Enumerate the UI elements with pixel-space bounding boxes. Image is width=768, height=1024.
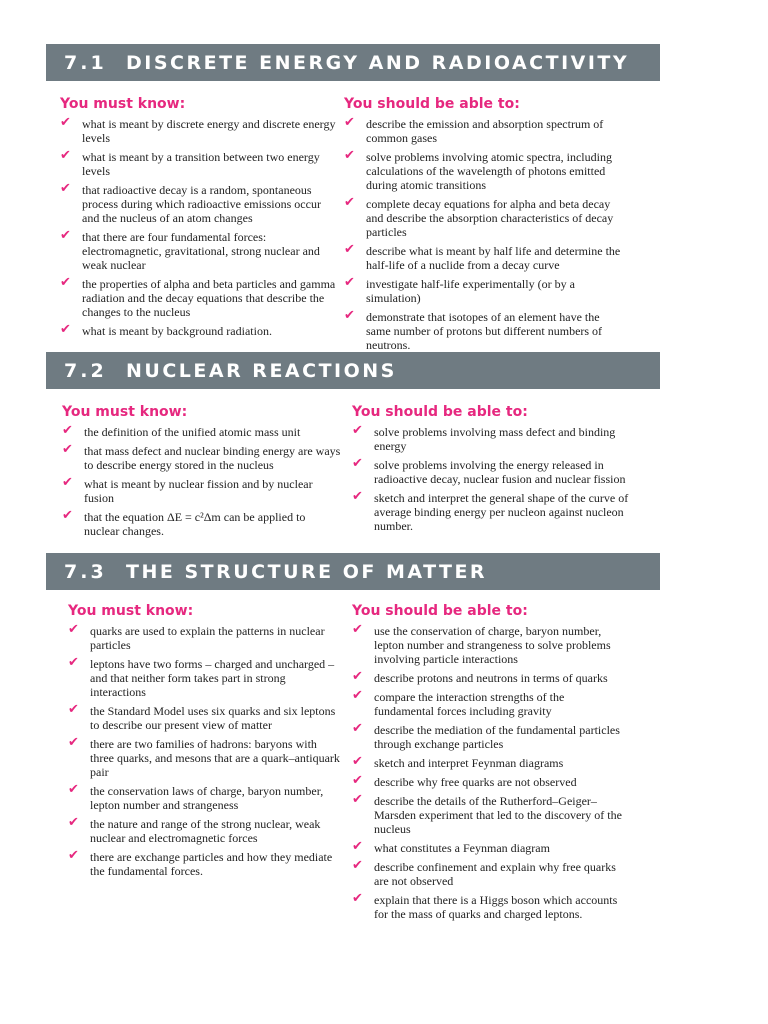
list-item: ✔ explain that there is a Higgs boson which accounts for the mass of quarks and charged leptons. — [352, 891, 618, 921]
list-item: ✔ the nature and range of the strong nuclear, weak nuclear and electromagnetic forces — [68, 815, 321, 845]
list-item: ✔ compare the interaction strengths of the fundamental forces including gravity — [352, 688, 565, 718]
list-item: ✔ there are two families of hadrons: baryons with three quarks, and mesons that are a quark–antiquark pair — [68, 735, 340, 779]
checkmark-icon: ✔ — [68, 848, 79, 863]
section-title: DISCRETE ENERGY AND RADIOACTIVITY — [126, 51, 630, 74]
checkmark-icon: ✔ — [352, 489, 363, 504]
list-item: ✔ describe why free quarks are not observed — [352, 773, 577, 789]
list-item: ✔ there are exchange particles and how they mediate the fundamental forces. — [68, 848, 333, 878]
list-item: ✔ the properties of alpha and beta particles and gamma radiation and the decay equations that describe the changes to the nucleus — [60, 275, 336, 319]
list-item: ✔ what is meant by discrete energy and discrete energy levels — [60, 115, 336, 145]
list-item: ✔ describe what is meant by half life and determine the half-life of a nuclide from a decay curve — [344, 242, 621, 272]
checkmark-icon: ✔ — [352, 721, 363, 736]
checkmark-icon: ✔ — [352, 688, 363, 703]
list-item: ✔ describe the mediation of the fundamental particles through exchange particles — [352, 721, 620, 751]
list-item: ✔ what is meant by nuclear fission and by nuclear fusion — [62, 475, 313, 505]
section-banner — [46, 44, 660, 81]
checkmark-icon: ✔ — [68, 702, 79, 717]
checkmark-icon: ✔ — [352, 456, 363, 471]
list-item: ✔ describe confinement and explain why free quarks are not observed — [352, 858, 616, 888]
section-title: THE STRUCTURE OF MATTER — [126, 560, 488, 583]
list-item: ✔ sketch and interpret Feynman diagrams — [352, 754, 564, 770]
list-item: ✔ use the conservation of charge, baryon number, lepton number and strangeness to solve problems involving particle interactions — [352, 622, 611, 666]
checkmark-icon: ✔ — [62, 508, 73, 523]
checkmark-icon: ✔ — [344, 115, 355, 130]
checkmark-icon: ✔ — [68, 622, 79, 637]
list-item: ✔ demonstrate that isotopes of an element have the same number of protons but different numbers of neutrons. — [344, 308, 603, 352]
checkmark-icon: ✔ — [344, 195, 355, 210]
checkmark-icon: ✔ — [62, 475, 73, 490]
section-banner — [46, 553, 660, 590]
must-know-column — [68, 603, 340, 883]
checkmark-icon: ✔ — [352, 669, 363, 684]
list-item: ✔ sketch and interpret the general shape of the curve of average binding energy per nucleon against nucleon number. — [352, 489, 629, 533]
list-item: ✔ that mass defect and nuclear binding energy are ways to describe energy stored in the nucleus — [62, 442, 341, 472]
must-know-heading: You must know: — [62, 404, 188, 420]
list-item: ✔ what constitutes a Feynman diagram — [352, 839, 550, 855]
must-know-list — [60, 117, 340, 338]
section-number: 7.1 — [64, 51, 107, 74]
list-item: ✔ solve problems involving the energy released in radioactive decay, nuclear fusion and nuclear fission — [352, 456, 626, 486]
list-item: ✔ what is meant by a transition between two energy levels — [60, 148, 320, 178]
checkmark-icon: ✔ — [60, 148, 71, 163]
section-number: 7.3 — [64, 560, 107, 583]
checkmark-icon: ✔ — [60, 275, 71, 290]
list-item: ✔ describe the emission and absorption spectrum of common gases — [344, 115, 604, 145]
checkmark-icon: ✔ — [352, 858, 363, 873]
checkmark-icon: ✔ — [344, 275, 355, 290]
checkmark-icon: ✔ — [352, 773, 363, 788]
checkmark-icon: ✔ — [344, 148, 355, 163]
checkmark-icon: ✔ — [60, 228, 71, 243]
checkmark-icon: ✔ — [60, 115, 71, 130]
list-item: ✔ investigate half-life experimentally (or by a simulation) — [344, 275, 575, 305]
checkmark-icon: ✔ — [68, 782, 79, 797]
able-to-list — [352, 624, 624, 921]
able-to-column — [352, 603, 624, 926]
list-item: ✔ the Standard Model uses six quarks and six leptons to describe our present view of matter — [68, 702, 336, 732]
list-item: ✔ leptons have two forms – charged and uncharged – and that neither form takes part in strong interactions — [68, 655, 335, 699]
list-item: ✔ complete decay equations for alpha and beta decay and describe the absorption characteristics of decay particles — [344, 195, 614, 239]
list-item: ✔ what is meant by background radiation. — [60, 322, 272, 338]
list-item: ✔ describe protons and neutrons in terms of quarks — [352, 669, 608, 685]
list-item: ✔ the conservation laws of charge, baryon number, lepton number and strangeness — [68, 782, 324, 812]
checkmark-icon: ✔ — [68, 815, 79, 830]
must-know-list — [62, 425, 342, 538]
checkmark-icon: ✔ — [352, 754, 363, 769]
list-item: ✔ the definition of the unified atomic mass unit — [62, 423, 301, 439]
checkmark-icon: ✔ — [68, 735, 79, 750]
checkmark-icon: ✔ — [352, 423, 363, 438]
checkmark-icon: ✔ — [344, 242, 355, 257]
must-know-heading: You must know: — [68, 603, 194, 619]
checkmark-icon: ✔ — [62, 442, 73, 457]
able-to-heading: You should be able to: — [352, 404, 528, 420]
able-to-list — [344, 117, 624, 352]
able-to-list — [352, 425, 632, 533]
checkmark-icon: ✔ — [60, 181, 71, 196]
checkmark-icon: ✔ — [62, 423, 73, 438]
able-to-column — [344, 96, 624, 357]
checkmark-icon: ✔ — [344, 308, 355, 323]
list-item: ✔ describe the details of the Rutherford–Geiger–Marsden experiment that led to the discovery of the nucleus — [352, 792, 622, 836]
list-item: ✔ solve problems involving mass defect and binding energy — [352, 423, 616, 453]
must-know-column — [60, 96, 340, 343]
checkmark-icon: ✔ — [352, 792, 363, 807]
checkmark-icon: ✔ — [352, 891, 363, 906]
able-to-heading: You should be able to: — [352, 603, 528, 619]
section-title: NUCLEAR REACTIONS — [126, 359, 397, 382]
list-item: ✔ that the equation ΔE = c²Δm can be applied to nuclear changes. — [62, 508, 306, 538]
list-item: ✔ that radioactive decay is a random, spontaneous process during which radioactive emissions occur and the nucleus of an atom changes — [60, 181, 321, 225]
must-know-heading: You must know: — [60, 96, 186, 112]
list-item: ✔ solve problems involving atomic spectra, including calculations of the wavelength of photons emitted during atomic transitions — [344, 148, 612, 192]
able-to-heading: You should be able to: — [344, 96, 520, 112]
checkmark-icon: ✔ — [60, 322, 71, 337]
section-number: 7.2 — [64, 359, 107, 382]
checkmark-icon: ✔ — [68, 655, 79, 670]
must-know-column — [62, 404, 342, 543]
checkmark-icon: ✔ — [352, 839, 363, 854]
must-know-list — [68, 624, 340, 878]
section-banner — [46, 352, 660, 389]
checkmark-icon: ✔ — [352, 622, 363, 637]
list-item: ✔ that there are four fundamental forces: electromagnetic, gravitational, strong nuclear and weak nuclear — [60, 228, 320, 272]
able-to-column — [352, 404, 632, 538]
list-item: ✔ quarks are used to explain the patterns in nuclear particles — [68, 622, 325, 652]
